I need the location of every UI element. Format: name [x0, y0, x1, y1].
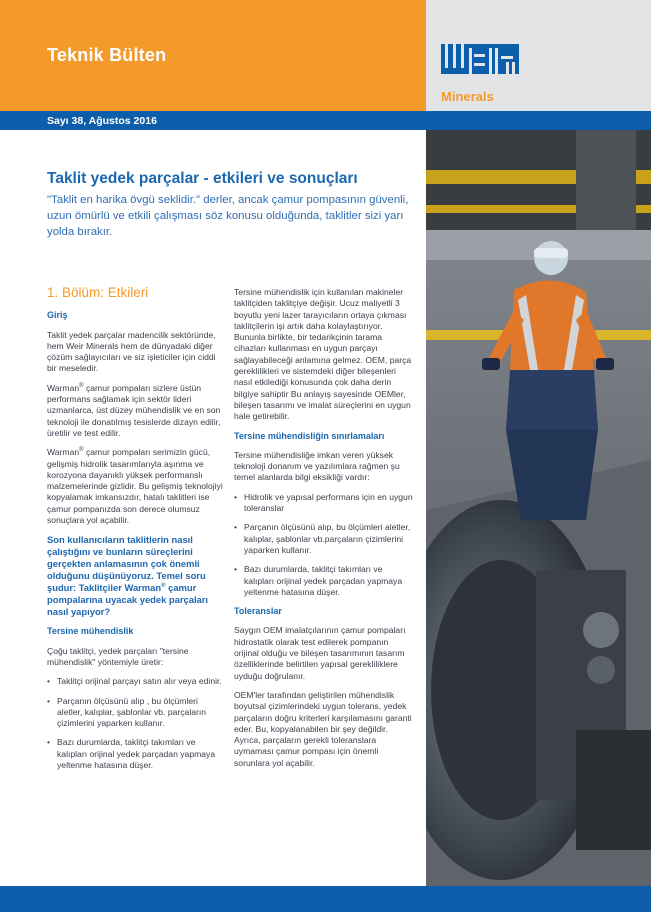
registered-mark: ® — [79, 447, 84, 454]
paragraph: OEM'ler tarafından geliştirilen mühendislik boyutsal çizimlerindeki uygun tolerans, yedek parçaların doğru kriterleri karşılamasını garanti eder. Bu, kopyalanabilen bir şey değildir. Ayrıca, parçaların gerekli toleranslara uymaması çamur pompası için önemli sorunlara yol açabilir. — [234, 689, 412, 768]
registered-mark: ® — [161, 583, 166, 590]
brand-name: Warman — [47, 382, 80, 393]
weir-logo — [441, 44, 519, 74]
bullet-list — [234, 492, 414, 598]
registered-mark: ® — [79, 382, 84, 389]
paragraph: Taklit yedek parçalar madencilik sektöründe, hem Weir Minerals hem de dünyadaki diğer çözüm sağlayıcıları ve siz işleticiler için ciddi bir meseledir. — [47, 329, 216, 374]
brand-name: Warman — [47, 447, 80, 458]
paragraph — [47, 383, 225, 439]
issue-date: Sayı 38, Ağustos 2016 — [47, 115, 157, 127]
tolerances-heading: Toleranslar — [234, 606, 282, 617]
question-text: Son kullanıcıların taklitlerin nasıl çalıştığını ve bunların süreçlerini gerçekten anlamasının çok önemli olduğunu düşünüyoruz. Temel soru şudur: Taklitçiler Warman — [47, 534, 206, 594]
left-column — [47, 287, 225, 779]
list-item: • Parçanın ölçüsünü alıp, bu ölçümleri aletler, kalıplar, şablonlar vb.parçaların çizimlerini yaparken kullanır. — [234, 522, 414, 556]
paragraph: Tersine mühendisliğe imkan veren yüksek teknoloji donanım ve yazılımlara rağmen şu temel alanlarda bilgi eksikliği vardır: — [234, 449, 400, 483]
bulletin-title: Teknik Bülten — [47, 45, 167, 65]
paragraph: Tersine mühendislik için kullanılan makineler taklitçiden taklitçiye değişir. Ucuz maliyetli 3 boyutlu yeni lazer tarayıcıların ortaya çıkması taklitçilerin işi artık daha kolaylaştırıyor. Bununla birlikte, bir tedarikçinin tarama cihazları kullanması en uygun parçayı sağlayabileceği anlamına gelmez. OEM, parça gereklilikleri ve sistemdeki diğer bileşenleri nasıl etkilediği konusunda çok daha derin bilgiye sahiptir Bu anlayış sayesinde OEMler, bileşen tasarımı ve imalat süreçlerini en uygun hale getirebilir. — [234, 287, 412, 422]
article-title: Taklit yedek parçalar - etkileri ve sonuçları — [47, 170, 358, 187]
article-intro: "Taklit en harika övgü seklidir." derler, ancak çamur pompasının güvenli, uzun ömürlü ve etkili çalışması söz konusu olduğunda, taklitler sizi yarı yolda bırakır. — [47, 194, 409, 238]
reverse-engineering-heading: Tersine mühendislik — [47, 626, 134, 637]
paragraph: Çoğu taklitçi, yedek parçaları "tersine mühendislik" yöntemiyle üretir: — [47, 645, 189, 667]
key-question — [47, 534, 225, 618]
paragraph-text: çamur pompaları serimizin gücü, gelişmiş hidrolik tasarımlarıyla aşınma ve korozyona dayanıklı yüksek performanslı malzemelerinde gizlidir. Bu gelişmiş teknolojiyi kopyalamak imkansızdır, hatalı taklitleri ise çamur pompanızda son derece olumsuz sonuçlara yol açabilir. — [47, 447, 223, 526]
paragraph-text: çamur pompaları sizlere üstün performans sağlamak için sektör lideri uzmanlarca, üst düzey mühendislik ve en son teknoloji ile donatılmış tesislerde dizayn edilir, üretilir ve test edilir. — [47, 382, 221, 438]
list-item: • Bazı durumlarda, taklitçi takımları ve kalıpları orijinal yedek parçadan yapmaya yeltenme hatasına düşer. — [234, 564, 414, 598]
list-item: • Hidrolik ve yapısal performans için en uygun toleranslar — [234, 492, 414, 515]
bullet-list — [47, 676, 225, 771]
worker-pump-photo — [426, 130, 651, 886]
right-column — [234, 287, 414, 777]
photo-illustration — [426, 130, 651, 886]
paragraph — [47, 447, 225, 526]
division-name: Minerals — [441, 89, 494, 104]
list-item: • Parçanın ölçüsünü alıp , bu ölçümleri aletler, kalıplar, şablonlar vb. parçaların çizimlerini yaparken kullanır. — [47, 696, 225, 730]
list-item: • Taklitçi orijinal parçayı satın alır veya edinir. — [47, 676, 225, 687]
question-text: çamur pompalarına uyacak yedek parçaları nasıl yapıyor? — [47, 582, 209, 618]
paragraph: Saygın OEM imalatçılarının çamur pompaları hidrostatik olarak test edilerek pompanın orijinal olduğu ve bileşen tasarımının tasarım özelliklerinde belirtilen yapısal gerekliliklere uyduğu doğrulanır. — [234, 625, 406, 681]
list-item: • Bazı durumlarda, taklitçi takımları ve kalıpları orijinal yedek parçadan yapmaya yeltenme hatasına düşer. — [47, 737, 225, 771]
section-title: 1. Bölüm: Etkileri — [47, 285, 149, 300]
footer-bar — [0, 886, 651, 912]
limitations-heading: Tersine mühendisliğin sınırlamaları — [234, 430, 385, 441]
intro-heading: Giriş — [47, 310, 68, 321]
